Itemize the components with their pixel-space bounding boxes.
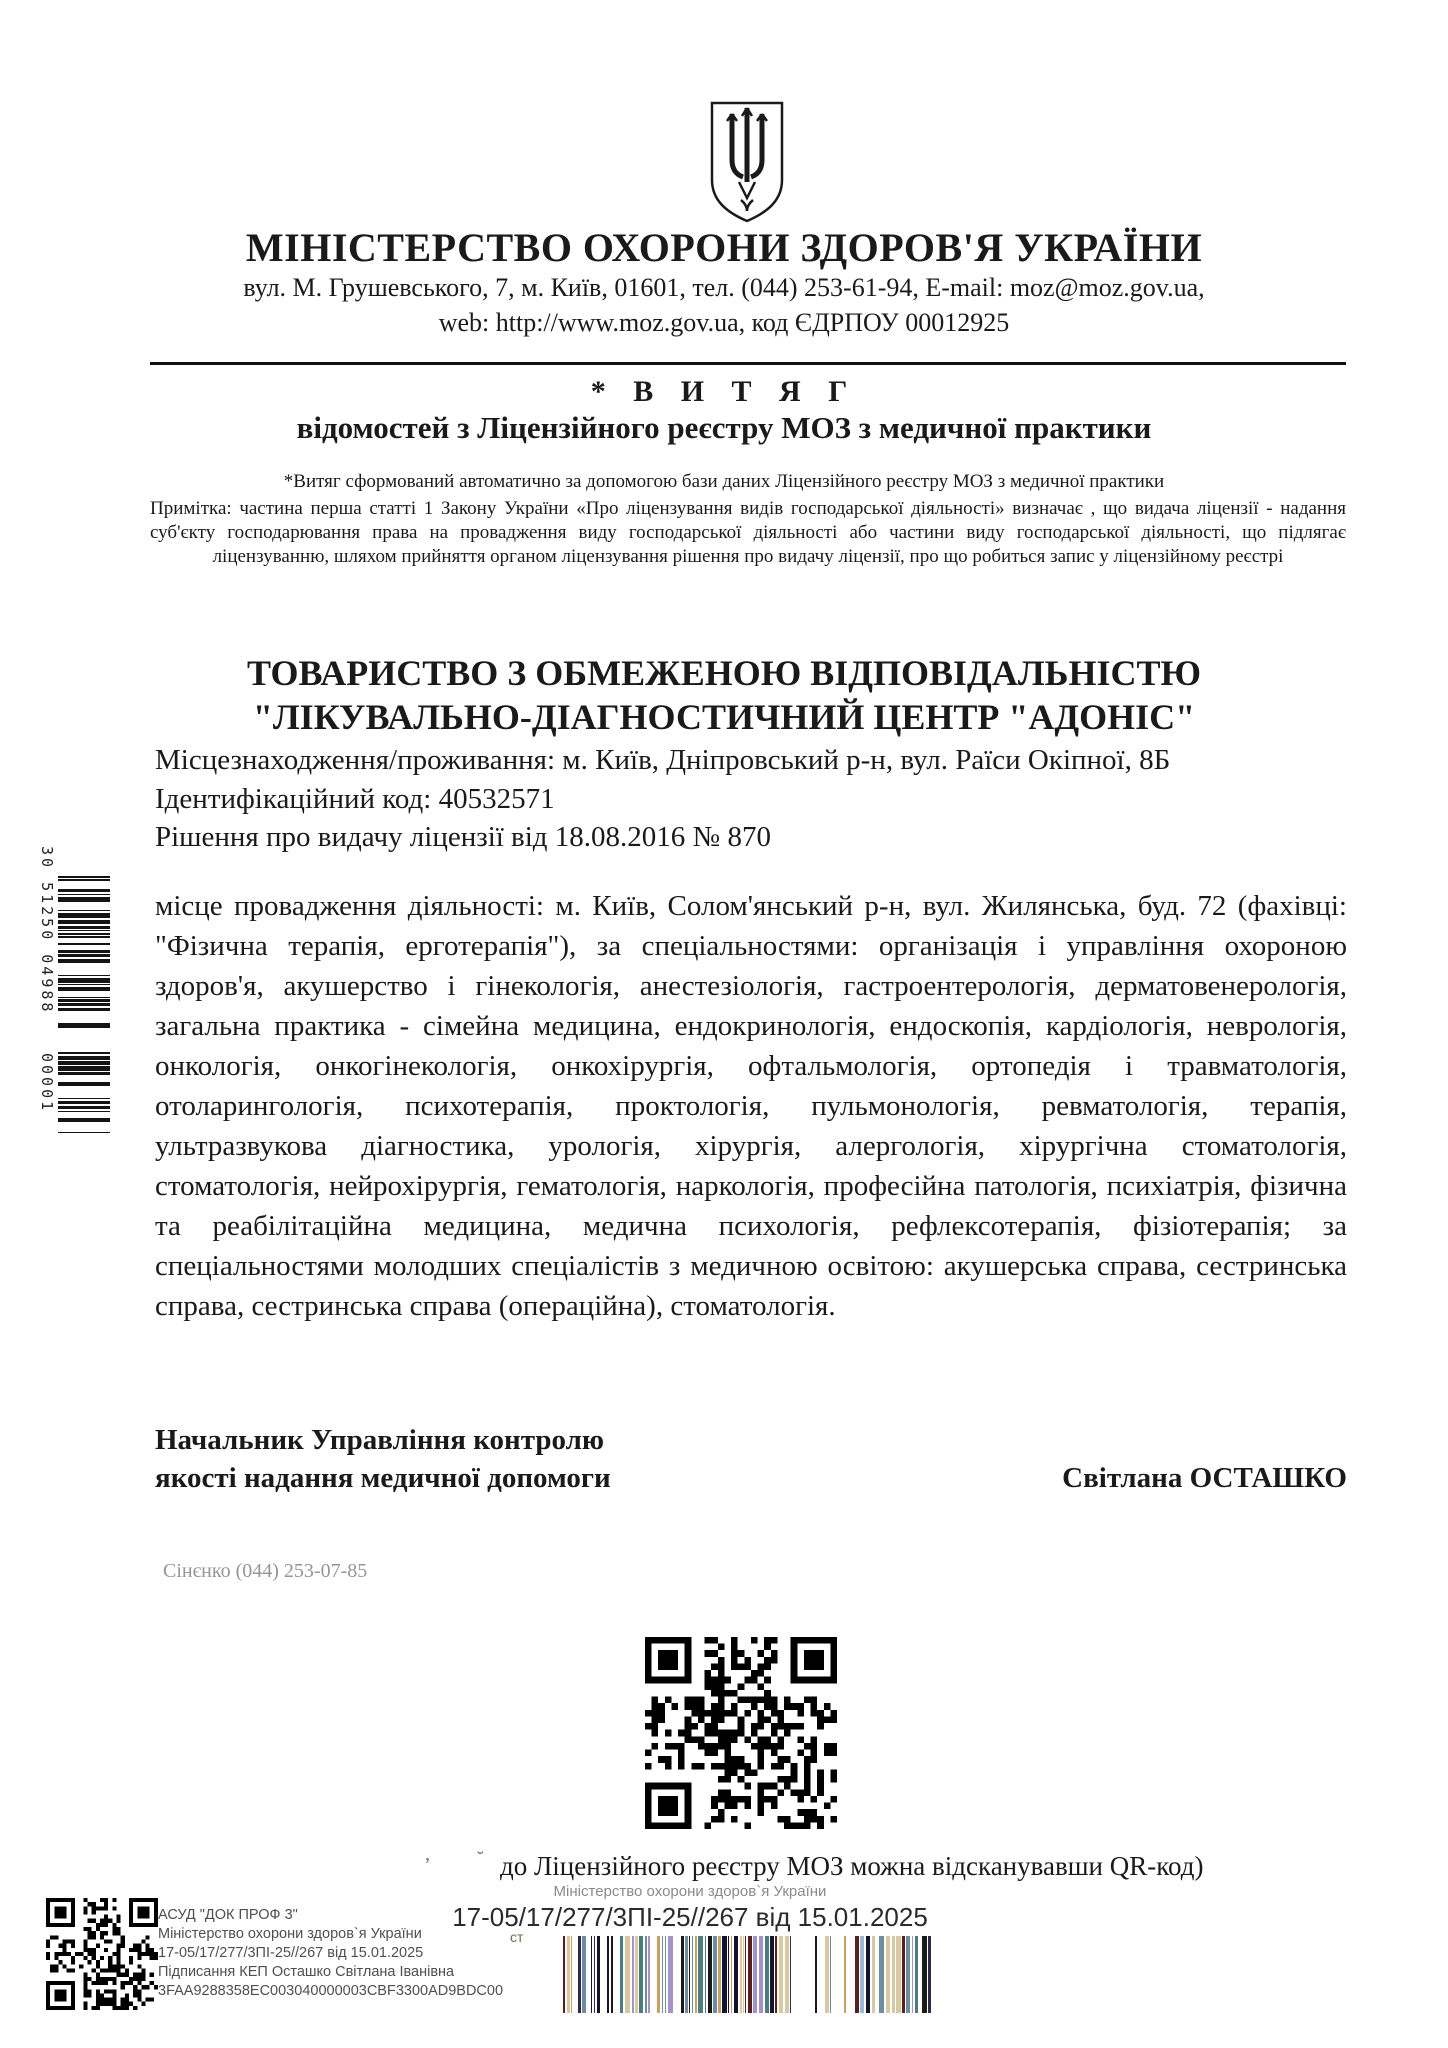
stamp-system-name: АСУД "ДОК ПРОФ 3"	[158, 1907, 298, 1923]
qr-ministry-label: Міністерство охорони здоров`я України	[553, 1883, 827, 1900]
license-activity-text: місце провадження діяльності: м. Київ, Солом'янський р-н, вул. Жилянська, буд. 72 (фахівці: "Фізична терапія, ерготерапія"), за спеціальностями: організація і управління охороною здоров'я, акушерство і гінекологія, анестезіологія, гастроентерологія, дерматовенерологія, загальна практика - сімейна медицина, ендокринологія, ендоскопія, кардіологія, неврологія, онкологія, онкогінекологія, онкохірургія, офтальмологія, ортопедія і травматологія, отоларингологія, психотерапія, проктологія, пульмонологія, ревматологія, терапія, ультразвукова діагностика, урологія, хірургія, алергологія, хірургічна стоматологія, стоматологія, нейрохірургія, гематологія, наркологія, професійна патологія, психіатрія, фізична та реабілітаційна медицина, медична психологія, рефлексотерапія, фізіотерапія; за спеціальностями молодших спеціалістів з медичною освітою: акушерська справа, сестринська справа, сестринська справа (операційна), стоматологія.	[155, 890, 1347, 1322]
color-barcode-group2	[815, 1936, 931, 2018]
ministry-address-line2: web: http://www.moz.gov.ua, код ЄДРПОУ 00012925	[438, 308, 1010, 337]
licensee-name-line1: ТОВАРИСТВО З ОБМЕЖЕНОЮ ВІДПОВІДАЛЬНІСТЮ	[247, 653, 1201, 693]
stamp-doc-number: 17-05/17/277/3ПІ-25//267 від 15.01.2025	[158, 1945, 424, 1961]
stamp-ministry: Міністерство охорони здоров`я України	[158, 1926, 422, 1942]
extract-title: * В И Т Я Г	[590, 375, 858, 408]
stamp-hash: 3FAA9288358EC003040000003CBF3300AD9BDC00	[158, 1983, 504, 1999]
signer-position-line2: якості надання медичної допомоги	[155, 1462, 611, 1494]
trident-shield-icon	[708, 100, 786, 224]
licensee-id-code: Ідентифікаційний код: 40532571	[155, 783, 555, 815]
extract-subtitle: відомостей з Ліцензійного реєстру МОЗ з медичної практики	[296, 410, 1152, 445]
side-barcode-upper	[58, 876, 110, 1043]
qr-code-main	[645, 1637, 837, 1829]
stamp-signer: Підписання КЕП Осташко Світлана Іванівна	[158, 1964, 455, 1980]
licensee-location: Місцезнаходження/проживання: м. Київ, Дніпровський р-н, вул. Раїси Окіпної, 8Б	[155, 744, 1171, 776]
ukraine-trident-emblem	[708, 100, 786, 229]
header-divider-line	[150, 362, 1346, 365]
ministry-address-line1: вул. М. Грушевського, 7, м. Київ, 01601, тел. (044) 253-61-94, E-mail: moz@moz.gov.ua,	[243, 273, 1205, 302]
print-artifact-mark: ˘	[477, 1848, 484, 1870]
licensee-name-line2: "ЛІКУВАЛЬНО-ДІАГНОСТИЧНИЙ ЦЕНТР "АДОНІС"	[252, 697, 1196, 737]
barcode-side-label: cт	[510, 1929, 524, 1945]
signer-position-line1: Начальник Управління контролю	[155, 1424, 605, 1456]
signer-name: Світлана ОСТАШКО	[1062, 1462, 1347, 1494]
qr-code-stamp	[46, 1898, 158, 2010]
extract-note-line1: *Витяг сформований автоматично за допомогою бази даних Ліцензійного реєстру МОЗ з медичної практики	[283, 471, 1165, 492]
document-number: 17-05/17/277/3ПІ-25//267 від 15.01.2025	[452, 1902, 928, 1932]
license-decision: Рішення про видачу ліцензії від 18.08.2016 № 870	[155, 821, 771, 853]
print-artifact-mark: ’	[424, 1854, 431, 1876]
ministry-title: МІНІСТЕРСТВО ОХОРОНИ ЗДОРОВ'Я УКРАЇНИ	[245, 225, 1203, 270]
side-barcode-digits-upper: 30 51250 04988	[38, 846, 56, 1015]
qr-caption: до Ліцензійного реєстру МОЗ можна відсканувавши QR-код)	[500, 1851, 1204, 1881]
side-barcode-digits-lower: 00001	[38, 1053, 56, 1114]
signature-stamp	[158, 1906, 678, 2001]
side-barcode-lower	[58, 1052, 110, 1139]
contact-person: Сінєнко (044) 253-07-85	[163, 1560, 368, 1582]
extract-note-body: Примітка: частина перша статті 1 Закону України «Про ліцензування видів господарської діяльності» визначає , що видача ліцензії - надання суб'єкту господарювання права на провадження виду господарської діяльності або частини виду господарської діяльності, що підлягає ліцензуванню, шляхом прийняття органом ліцензування рішення про видачу ліцензії, про що робиться запис у ліцензійному реєстрі	[150, 498, 1346, 567]
